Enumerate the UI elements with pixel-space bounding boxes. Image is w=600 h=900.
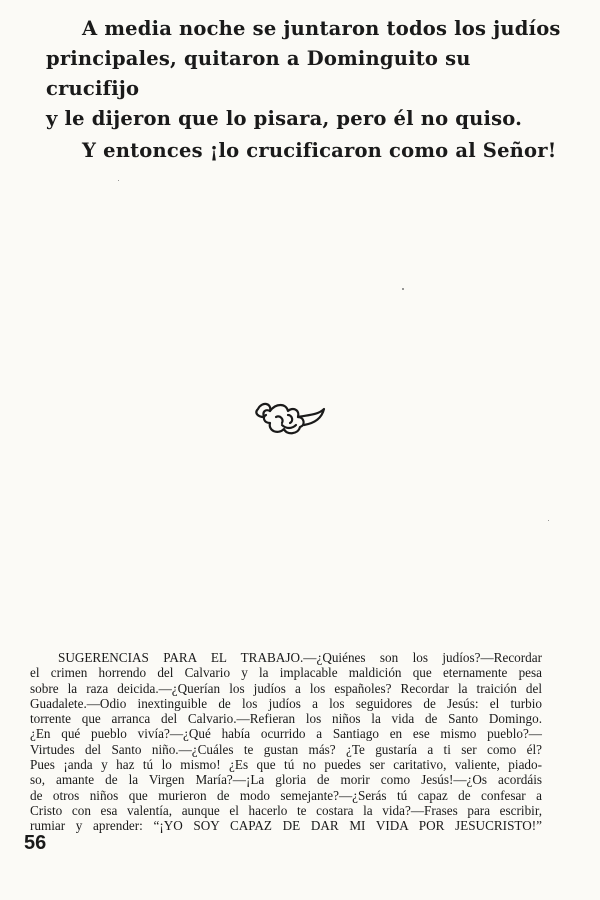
page-number: 56 [24, 832, 47, 854]
floral-ornament-icon [252, 395, 328, 439]
suggestions-line: Cristo con esa valentía, aunque el hacerlo te costara la vida?—Frases para escribir, [30, 802, 542, 818]
main-text [46, 14, 566, 166]
main-text-line-2: principales, quitaron a Dominguito su crucifijo [46, 47, 471, 100]
paper-speck [548, 520, 549, 521]
suggestions-line: so, amante de la Virgen María?—¡La gloria de morir como Jesús!—¿Os acordáis [30, 772, 542, 788]
suggestions-line: SUGERENCIAS PARA EL TRABAJO.—¿Quiénes son los judíos?—Recordar [58, 650, 542, 665]
main-text-line-3: y le dijeron que lo pisara, pero él no quiso. [46, 107, 523, 130]
suggestions-line: ¿En qué pueblo vivía?—¿Qué había ocurrido a Santiago en ese mismo pueblo?— [30, 726, 542, 742]
suggestions-line: Guadalete.—Odio inextinguible de los judíos a los seguidores de Jesús: el turbio [30, 695, 542, 711]
paper-speck [402, 288, 404, 290]
suggestions-line: Pues ¡anda y haz tú lo mismo! ¿Es que tú no puedes ser caritativo, valiente, piado- [30, 757, 542, 773]
suggestions-block [30, 650, 542, 834]
suggestions-line: el crimen horrendo del Calvario y la implacable maldición que eternamente pesa [30, 665, 542, 681]
suggestions-line: rumiar y aprender: “¡YO SOY CAPAZ DE DAR MI VIDA POR JESUCRISTO!” [30, 818, 542, 834]
main-text-line-1: A media noche se juntaron todos los judíos [82, 17, 561, 40]
main-text-line-4: Y entonces ¡lo crucificaron como al Señor! [82, 139, 557, 162]
suggestions-line: de otros niños que murieron de modo semejante?—¿Serás tú capaz de confesar a [30, 787, 542, 803]
suggestions-line: Virtudes del Santo niño.—¿Cuáles te gustan más? ¿Te gustaría a ti ser como él? [30, 741, 542, 757]
suggestions-line: sobre la raza deicida.—¿Querían los judíos a los españoles? Recordar la traición del [30, 680, 542, 696]
suggestions-line: torrente que arranca del Calvario.—Refieran los niños la vida de Santo Domingo. [30, 711, 542, 727]
paper-speck [118, 180, 119, 181]
